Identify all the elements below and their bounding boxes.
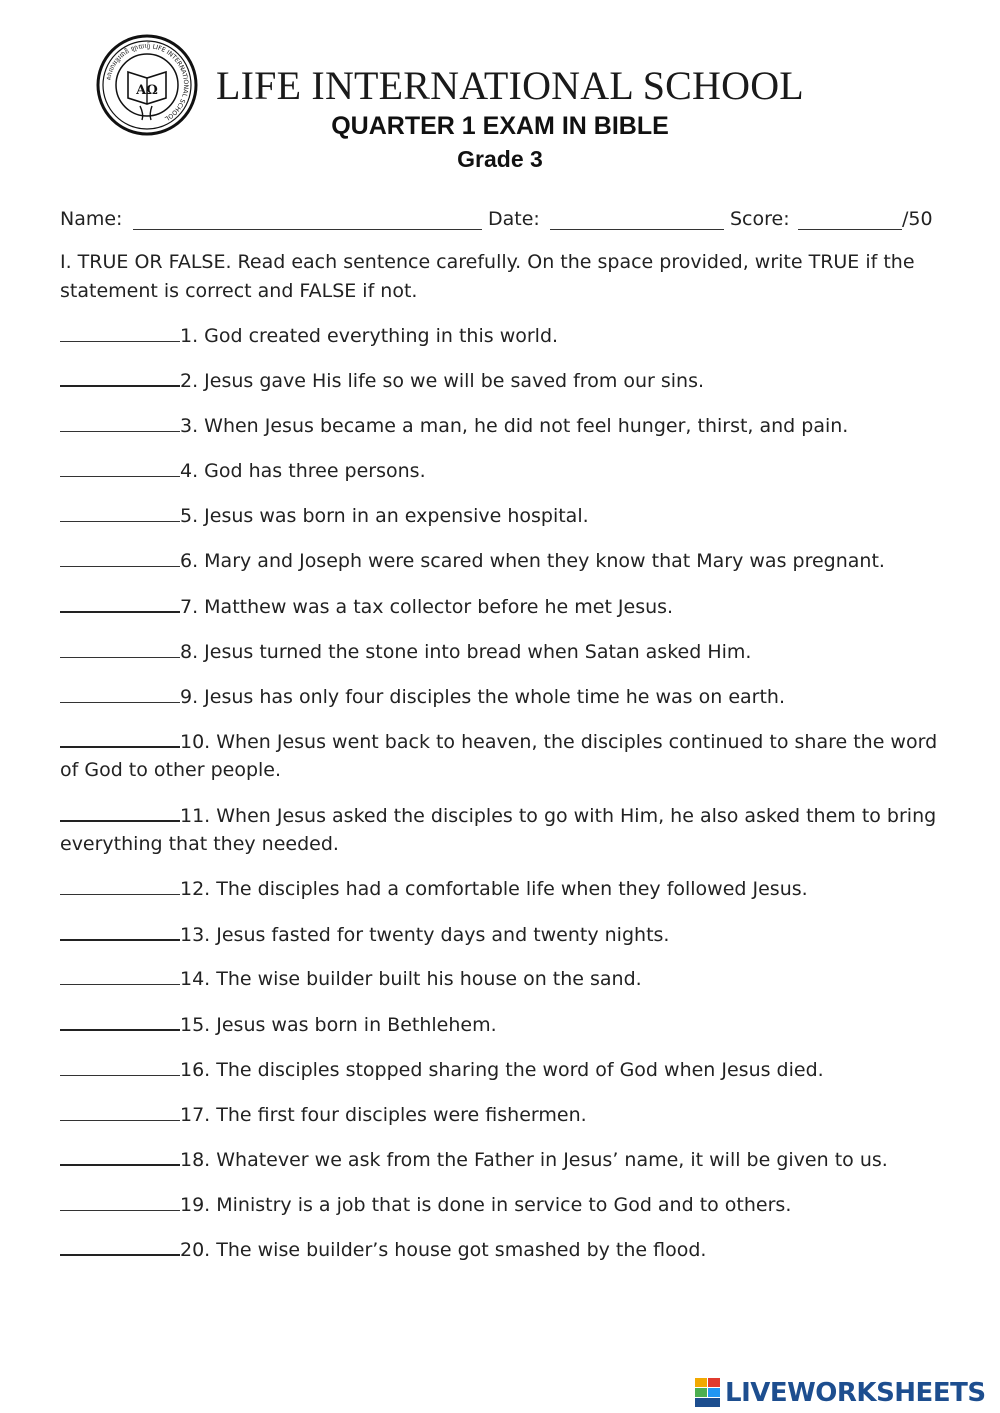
question-item	[60, 412, 940, 440]
question-text: 17. The first four disciples were fishermen.	[180, 1104, 587, 1126]
grade-label: Grade 3	[457, 146, 543, 172]
date-field[interactable]	[550, 229, 724, 230]
student-info-row	[60, 208, 940, 234]
question-item	[60, 1146, 940, 1174]
question-item	[60, 1011, 940, 1039]
question-text: 9. Jesus has only four disciples the whole time he was on earth.	[180, 686, 786, 708]
school-name: LIFE INTERNATIONAL SCHOOL	[216, 63, 804, 108]
question-text: 4. God has three persons.	[180, 460, 426, 482]
question-item	[60, 921, 940, 949]
question-item	[60, 502, 940, 530]
question-text: 6. Mary and Joseph were scared when they know that Mary was pregnant.	[180, 550, 885, 572]
question-item	[60, 802, 940, 858]
answer-blank[interactable]	[60, 503, 180, 522]
question-text: 10. When Jesus went back to heaven, the disciples continued to share the word of God to other people.	[60, 731, 938, 781]
question-text: 20. The wise builder’s house got smashed by the flood.	[180, 1239, 707, 1261]
question-text: 2. Jesus gave His life so we will be saved from our sins.	[180, 370, 705, 392]
question-item	[60, 1101, 940, 1129]
answer-blank[interactable]	[60, 1236, 180, 1256]
question-item	[60, 593, 940, 621]
answer-blank[interactable]	[60, 593, 180, 613]
question-item	[60, 367, 940, 395]
answer-blank[interactable]	[60, 728, 180, 748]
liveworksheets-brand[interactable]	[695, 1376, 986, 1410]
answer-blank[interactable]	[60, 413, 180, 432]
name-field[interactable]	[133, 229, 482, 230]
answer-blank[interactable]	[60, 548, 180, 567]
question-text: 14. The wise builder built his house on the sand.	[180, 968, 642, 990]
answer-blank[interactable]	[60, 1102, 180, 1121]
answer-blank[interactable]	[60, 921, 180, 941]
question-text: 3. When Jesus became a man, he did not feel hunger, thirst, and pain.	[180, 415, 849, 437]
question-item	[60, 638, 940, 666]
question-text: 1. God created everything in this world.	[180, 325, 559, 347]
question-item	[60, 1236, 940, 1264]
question-item	[60, 1056, 940, 1084]
question-text: 11. When Jesus asked the disciples to go with Him, he also asked them to bring everything that they needed.	[60, 805, 937, 855]
score-label: Score:	[730, 208, 790, 230]
question-item	[60, 322, 940, 350]
name-label: Name:	[60, 208, 123, 230]
answer-blank[interactable]	[60, 802, 180, 822]
question-text: 16. The disciples stopped sharing the word of God when Jesus died.	[180, 1059, 824, 1081]
score-field[interactable]	[798, 229, 902, 230]
answer-blank[interactable]	[60, 1011, 180, 1031]
question-text: 18. Whatever we ask from the Father in Jesus’ name, it will be given to us.	[180, 1149, 888, 1171]
answer-blank[interactable]	[60, 323, 180, 342]
question-text: 7. Matthew was a tax collector before he met Jesus.	[180, 596, 674, 618]
answer-blank[interactable]	[60, 1192, 180, 1211]
liveworksheets-logo-icon	[695, 1378, 721, 1408]
question-item	[60, 457, 940, 485]
exam-title: QUARTER 1 EXAM IN BIBLE	[331, 112, 669, 140]
question-text: 8. Jesus turned the stone into bread when Satan asked Him.	[180, 641, 752, 663]
date-label: Date:	[488, 208, 540, 230]
question-text: 5. Jesus was born in an expensive hospital.	[180, 505, 589, 527]
answer-blank[interactable]	[60, 367, 180, 387]
seal-text: សាលាអន្តរជាតិ ឡាយហ្វ៍ LIFE INTERNATIONAL SCHOOL	[105, 42, 190, 122]
answer-blank[interactable]	[60, 1146, 180, 1166]
answer-blank[interactable]	[60, 639, 180, 658]
instructions: I. TRUE OR FALSE. Read each sentence carefully. On the space provided, write TRUE if the statement is correct and FALSE if not.	[60, 251, 915, 302]
question-item	[60, 683, 940, 711]
question-item	[60, 547, 940, 575]
question-item	[60, 1191, 940, 1219]
answer-blank[interactable]	[60, 966, 180, 985]
question-text: 19. Ministry is a job that is done in service to God and to others.	[180, 1194, 792, 1216]
question-item	[60, 875, 940, 903]
question-item	[60, 965, 940, 993]
question-item	[60, 728, 940, 784]
answer-blank[interactable]	[60, 1057, 180, 1076]
answer-blank[interactable]	[60, 458, 180, 477]
question-text: 13. Jesus fasted for twenty days and twenty nights.	[180, 924, 670, 946]
question-text: 15. Jesus was born in Bethlehem.	[180, 1014, 497, 1036]
liveworksheets-text: LIVEWORKSHEETS	[725, 1378, 986, 1408]
score-total: /50	[902, 208, 933, 230]
answer-blank[interactable]	[60, 876, 180, 895]
question-text: 12. The disciples had a comfortable life when they followed Jesus.	[180, 878, 808, 900]
answer-blank[interactable]	[60, 684, 180, 703]
seal-symbols: AΩ	[136, 83, 158, 98]
